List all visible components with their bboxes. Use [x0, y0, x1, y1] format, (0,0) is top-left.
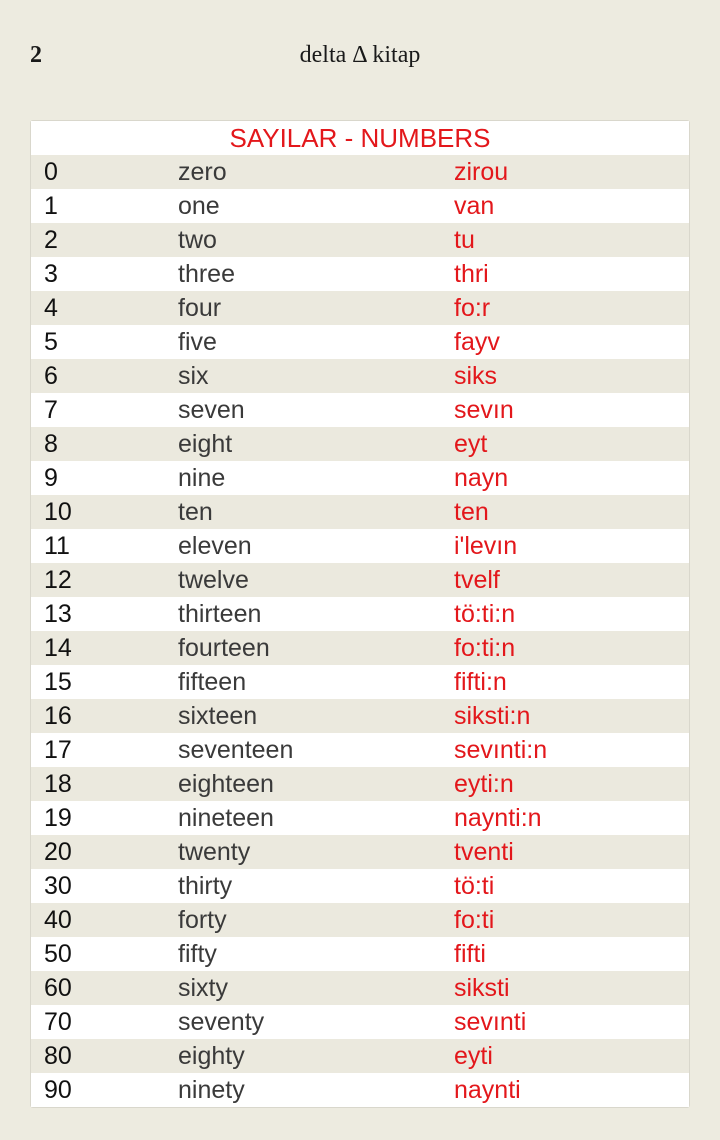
- pronunciation-cell: eyti: [454, 1042, 493, 1070]
- table-row: [31, 359, 689, 393]
- pronunciation-cell: naynti: [454, 1076, 521, 1104]
- table-row: [31, 155, 689, 189]
- table-row: [31, 393, 689, 427]
- table-row: [31, 529, 689, 563]
- pronunciation-cell: fo:ti:n: [454, 634, 516, 662]
- table-row: [31, 971, 689, 1005]
- table-row: [31, 257, 689, 291]
- table-row: [31, 291, 689, 325]
- english-word-cell: fifteen: [178, 668, 247, 696]
- english-word-cell: eighty: [178, 1042, 245, 1070]
- pronunciation-cell: i'levın: [454, 532, 518, 560]
- english-word-cell: ten: [178, 498, 213, 526]
- number-cell: 13: [44, 600, 72, 628]
- pronunciation-cell: ten: [454, 498, 489, 526]
- english-word-cell: nine: [178, 464, 226, 492]
- table-row: [31, 597, 689, 631]
- table-row: [31, 733, 689, 767]
- table-row: [31, 189, 689, 223]
- number-cell: 3: [44, 260, 58, 288]
- english-word-cell: fourteen: [178, 634, 270, 662]
- english-word-cell: five: [178, 328, 217, 356]
- table-body: [31, 155, 689, 1107]
- table-row: [31, 495, 689, 529]
- pronunciation-cell: tu: [454, 226, 475, 254]
- english-word-cell: sixteen: [178, 702, 258, 730]
- number-cell: 15: [44, 668, 72, 696]
- pronunciation-cell: tö:ti:n: [454, 600, 516, 628]
- table-row: [31, 325, 689, 359]
- english-word-cell: four: [178, 294, 222, 322]
- number-cell: 9: [44, 464, 58, 492]
- english-word-cell: eight: [178, 430, 233, 458]
- english-word-cell: seventy: [178, 1008, 265, 1036]
- number-cell: 2: [44, 226, 58, 254]
- pronunciation-cell: tö:ti: [454, 872, 495, 900]
- table-row: [31, 1073, 689, 1107]
- number-cell: 6: [44, 362, 58, 390]
- english-word-cell: fifty: [178, 940, 217, 968]
- pronunciation-cell: van: [454, 192, 495, 220]
- english-word-cell: zero: [178, 158, 227, 186]
- table-row: [31, 903, 689, 937]
- number-cell: 17: [44, 736, 72, 764]
- table-row: [31, 801, 689, 835]
- english-word-cell: thirty: [178, 872, 233, 900]
- pronunciation-cell: sevın: [454, 396, 514, 424]
- pronunciation-cell: tventi: [454, 838, 514, 866]
- english-word-cell: thirteen: [178, 600, 262, 628]
- table-row: [31, 1039, 689, 1073]
- table-row: [31, 937, 689, 971]
- page-number: 2: [30, 42, 42, 68]
- number-cell: 0: [44, 158, 58, 186]
- english-word-cell: nineteen: [178, 804, 274, 832]
- table-row: [31, 665, 689, 699]
- number-cell: 80: [44, 1042, 72, 1070]
- table-row: [31, 427, 689, 461]
- pronunciation-cell: fifti:n: [454, 668, 507, 696]
- number-cell: 5: [44, 328, 58, 356]
- number-cell: 20: [44, 838, 72, 866]
- pronunciation-cell: tvelf: [454, 566, 500, 594]
- number-cell: 19: [44, 804, 72, 832]
- english-word-cell: eighteen: [178, 770, 274, 798]
- english-word-cell: forty: [178, 906, 227, 934]
- pronunciation-cell: naynti:n: [454, 804, 542, 832]
- number-cell: 7: [44, 396, 58, 424]
- table-title: SAYILAR - NUMBERS: [31, 121, 689, 155]
- number-cell: 4: [44, 294, 58, 322]
- english-word-cell: twenty: [178, 838, 251, 866]
- pronunciation-cell: siksti:n: [454, 702, 531, 730]
- pronunciation-cell: fo:r: [454, 294, 491, 322]
- number-cell: 14: [44, 634, 72, 662]
- table-row: [31, 835, 689, 869]
- number-cell: 12: [44, 566, 72, 594]
- number-cell: 30: [44, 872, 72, 900]
- english-word-cell: ninety: [178, 1076, 245, 1104]
- number-cell: 10: [44, 498, 72, 526]
- numbers-table: [30, 120, 690, 1108]
- english-word-cell: seventeen: [178, 736, 294, 764]
- english-word-cell: six: [178, 362, 209, 390]
- number-cell: 18: [44, 770, 72, 798]
- english-word-cell: eleven: [178, 532, 252, 560]
- pronunciation-cell: nayn: [454, 464, 509, 492]
- pronunciation-cell: fo:ti: [454, 906, 495, 934]
- pronunciation-cell: eyti:n: [454, 770, 514, 798]
- number-cell: 11: [44, 532, 70, 560]
- table-row: [31, 1005, 689, 1039]
- table-row: [31, 869, 689, 903]
- english-word-cell: twelve: [178, 566, 249, 594]
- english-word-cell: sixty: [178, 974, 228, 1002]
- table-row: [31, 631, 689, 665]
- table-row: [31, 563, 689, 597]
- english-word-cell: two: [178, 226, 217, 254]
- table-row: [31, 699, 689, 733]
- pronunciation-cell: fayv: [454, 328, 500, 356]
- number-cell: 70: [44, 1008, 72, 1036]
- pronunciation-cell: eyt: [454, 430, 488, 458]
- number-cell: 16: [44, 702, 72, 730]
- number-cell: 90: [44, 1076, 72, 1104]
- number-cell: 60: [44, 974, 72, 1002]
- table-row: [31, 461, 689, 495]
- english-word-cell: three: [178, 260, 235, 288]
- publisher-running-head: delta Δ kitap: [299, 42, 421, 68]
- pronunciation-cell: sevınti:n: [454, 736, 548, 764]
- english-word-cell: one: [178, 192, 220, 220]
- table-row: [31, 767, 689, 801]
- number-cell: 8: [44, 430, 58, 458]
- pronunciation-cell: zirou: [454, 158, 509, 186]
- number-cell: 1: [44, 192, 58, 220]
- number-cell: 40: [44, 906, 72, 934]
- pronunciation-cell: thri: [454, 260, 489, 288]
- number-cell: 50: [44, 940, 72, 968]
- pronunciation-cell: fifti: [454, 940, 486, 968]
- table-row: [31, 223, 689, 257]
- english-word-cell: seven: [178, 396, 245, 424]
- pronunciation-cell: siksti: [454, 974, 510, 1002]
- pronunciation-cell: sevınti: [454, 1008, 527, 1036]
- pronunciation-cell: siks: [454, 362, 498, 390]
